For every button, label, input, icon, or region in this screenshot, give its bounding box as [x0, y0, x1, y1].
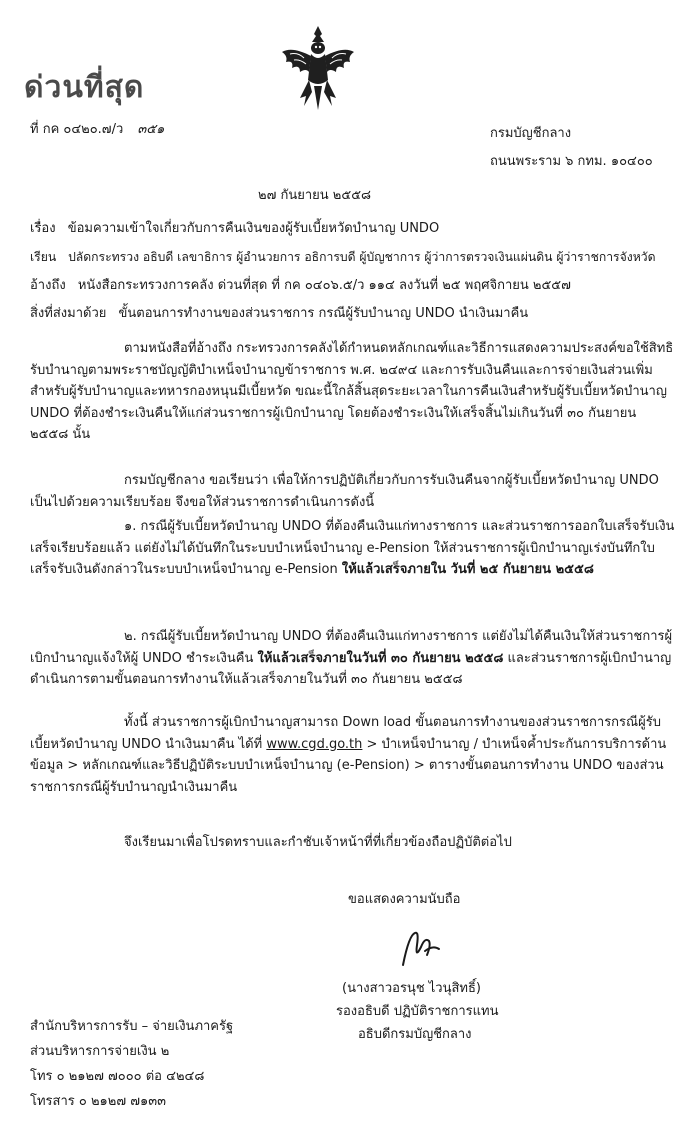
enclosure-line [30, 303, 670, 324]
deadline-item-1: ให้แล้วเสร็จภายใน วันที่ ๒๕ กันยายน ๒๕๕๘ [341, 562, 594, 577]
paragraph-download: ทั้งนี้ ส่วนราชการผู้เบิกบำนาญสามารถ Down load ขั้นตอนการทำงานของส่วนราชการกรณีผู้รับเบี้ยหวัดบำนาญ UNDO นำเงินมาคืน ได้ที่ www.cgd.go.th > บำเหน็จบำนาญ / บำเหน็จค้ำประกันการบริการด้านข้อมูล > หลักเกณฑ์และวิธีปฏิบัติระบบบำเหน็จบำนาญ (e-Pension) > ตารางขั้นตอนการทำงาน UNDO ของส่วนราชการกรณีผู้รับบำนาญนำเงินมาคืน [30, 715, 667, 795]
footer-office: สำนักบริหารการรับ – จ่ายเงินภาครัฐ [30, 1019, 234, 1034]
garuda-emblem-icon [278, 22, 358, 112]
subject-text: ข้อมความเข้าใจเกี่ยวกับการคืนเงินของผู้รับเบี้ยหวัดบำนาญ UNDO [67, 221, 440, 236]
reference-line [30, 275, 670, 296]
addressee-line [30, 247, 670, 268]
signatory-name: (นางสาวอรนุช ไวนุสิทธิ์) [342, 981, 482, 996]
issuer-name: กรมบัญชีกลาง [490, 126, 572, 141]
footer-division: ส่วนบริหารการจ่ายเงิน ๒ [30, 1044, 170, 1059]
paragraph-item-1: ๑. กรณีผู้รับเบี้ยหวัดบำนาญ UNDO ที่ต้องคืนเงินแก่ทางราชการ และส่วนราชการออกใบเสร็จรับเงินเสร็จเรียบร้อยแล้ว แต่ยังไม่ได้บันทึกในระบบบำเหน็จบำนาญ e-Pension ให้ส่วนราชการผู้เบิกบำนาญเร่งบันทึกใบเสร็จรับเงินดังกล่าวในระบบบำเหน็จบำนาญ e-Pension ให้แล้วเสร็จภายใน วันที่ ๒๕ กันยายน ๒๕๕๘ [30, 519, 675, 577]
document-date: ๒๗ กันยายน ๒๕๕๘ [258, 188, 372, 203]
subject-label: เรื่อง [30, 221, 56, 236]
paragraph-background: ตามหนังสือที่อ้างถึง กระทรวงการคลังได้กำหนดหลักเกณฑ์และวิธีการแสดงความประสงค์ขอใช้สิทธิรับบำนาญตามพระราชบัญญัติบำเหน็จบำนาญข้าราชการ พ.ศ. ๒๔๙๔ และการรับเงินคืนและการจ่ายเงินส่วนเพิ่ม สำหรับผู้รับบำนาญและทหารกองหนุนมีเบี้ยหวัด ขณะนี้ใกล้สิ้นสุดระยะเวลาในการคืนเงินสำหรับผู้รับเบี้ยหวัดบำนาญ UNDO ที่ต้องชำระเงินคืนให้แก่ส่วนราชการผู้เบิกบำนาญ โดยต้องชำระเงินให้เสร็จสิ้นไม่เกินวันที่ ๓๐ กันยายน ๒๕๕๘ นั้น [30, 341, 674, 442]
paragraph-request: กรมบัญชีกลาง ขอเรียนว่า เพื่อให้การปฏิบัติเกี่ยวกับการรับเงินคืนจากผู้รับเบี้ยหวัดบำนาญ UNDO เป็นไปด้วยความเรียบร้อย จึงขอให้ส่วนราชการดำเนินการดังนี้ [30, 473, 659, 510]
signatory-position-2: อธิบดีกรมบัญชีกลาง [358, 1027, 472, 1042]
reference-number-handwritten: ๓๕๑ [137, 122, 165, 137]
enclosure-text: ขั้นตอนการทำงานของส่วนราชการ กรณีผู้รับบำนาญ UNDO นำเงินมาคืน [118, 306, 529, 321]
handwritten-signature [395, 925, 445, 970]
signatory-position: รองอธิบดี ปฏิบัติราชการแทน [336, 1004, 499, 1019]
footer-fax: โทรสาร ๐ ๒๑๒๗ ๗๑๓๓ [30, 1094, 167, 1109]
reference-text: หนังสือกระทรวงการคลัง ด่วนที่สุด ที่ กค ๐๔๐๖.๕/ว ๑๑๔ ลงวันที่ ๒๕ พฤศจิกายน ๒๕๕๗ [77, 278, 571, 293]
reference-number: ที่ กค ๐๔๒๐.๗/ว ๓๕๑ [30, 122, 165, 137]
footer-phone: โทร ๐ ๒๑๒๗ ๗๐๐๐ ต่อ ๔๒๔๘ [30, 1069, 205, 1084]
issuer-address: ถนนพระราม ๖ กทม. ๑๐๔๐๐ [490, 154, 653, 169]
urgency-stamp: ด่วนที่สุด [24, 70, 145, 105]
enclosure-label: สิ่งที่ส่งมาด้วย [30, 306, 107, 321]
salutation: ขอแสดงความนับถือ [348, 892, 461, 907]
cgd-website-link[interactable]: www.cgd.go.th [266, 736, 363, 752]
paragraph-closing: จึงเรียนมาเพื่อโปรดทราบและกำชับเจ้าหน้าที่ที่เกี่ยวข้องถือปฏิบัติต่อไป [124, 835, 512, 850]
reference-label: อ้างถึง [30, 278, 66, 293]
deadline-item-2: ให้แล้วเสร็จภายในวันที่ ๓๐ กันยายน ๒๕๕๘ [257, 650, 504, 666]
subject-line [30, 218, 670, 239]
addressee-text: ปลัดกระทรวง อธิบดี เลขาธิการ ผู้อำนวยการ อธิการบดี ผู้บัญชาการ ผู้ว่าการตรวจเงินแผ่นดิน ผู้ว่าราชการจังหวัด [68, 250, 656, 264]
addressee-label: เรียน [30, 250, 57, 264]
paragraph-item-2: ๒. กรณีผู้รับเบี้ยหวัดบำนาญ UNDO ที่ต้องคืนเงินแก่ทางราชการ แต่ยังไม่ได้คืนเงินให้ส่วนราชการผู้เบิกบำนาญแจ้งให้ผู้ UNDO ชำระเงินคืน ให้แล้วเสร็จภายในวันที่ ๓๐ กันยายน ๒๕๕๘ และส่วนราชการผู้เบิกบำนาญดำเนินการตามขั้นตอนการทำงานให้แล้วเสร็จภายในวันที่ ๓๐ กันยายน ๒๕๕๘ [30, 629, 673, 687]
